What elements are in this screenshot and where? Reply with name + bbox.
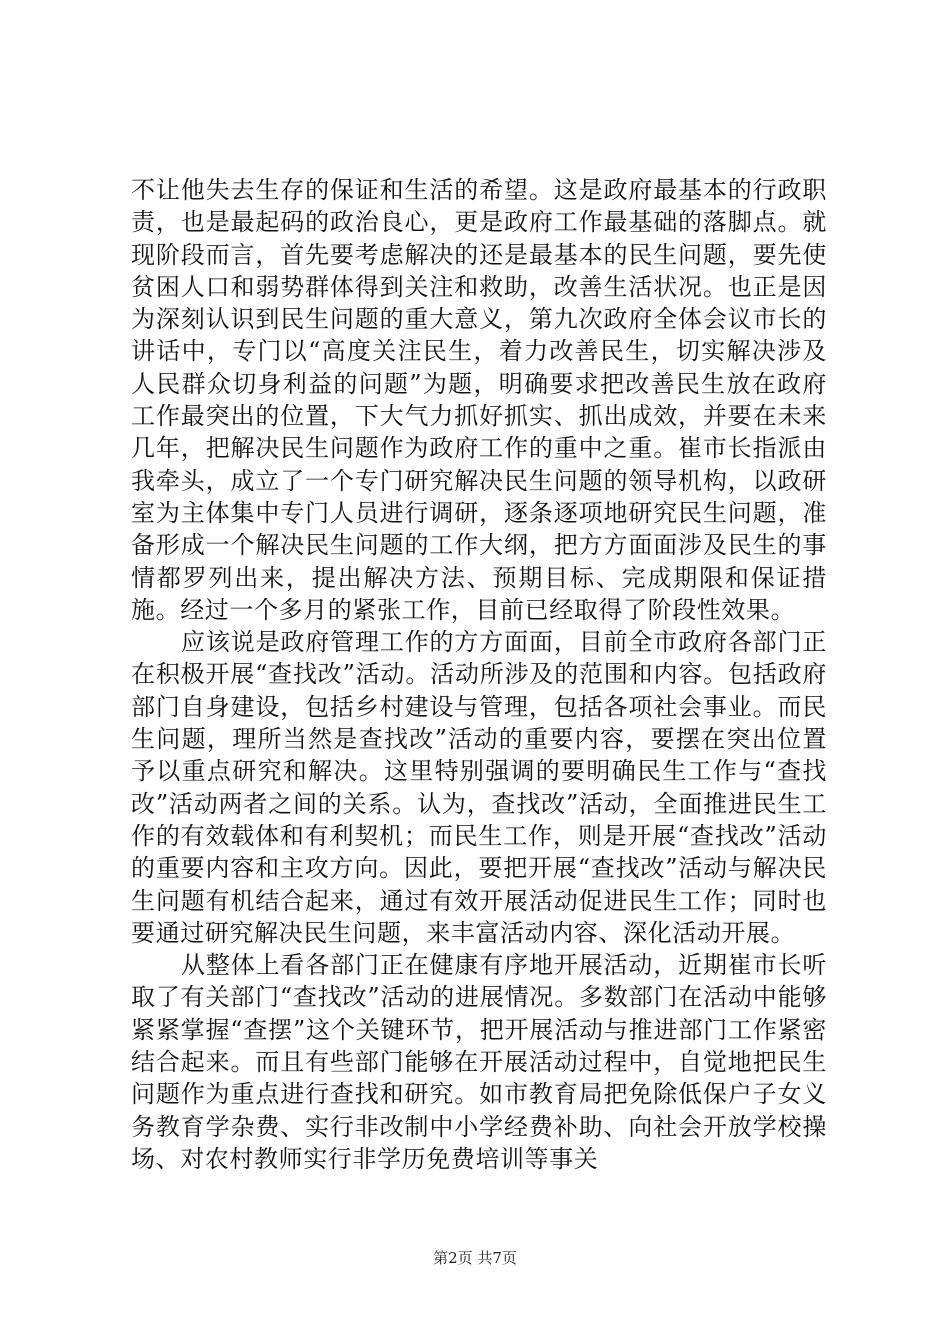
document-body — [131, 174, 827, 1175]
paragraph-activity-scope: 应该说是政府管理工作的方方面面，目前全市政府各部门正在积极开展“查找改”活动。活动所涉及的范围和内容。包括政府部门自身建设，包括乡村建设与管理，包括各项社会事业。而民生问题，理所当然是查找改”活动的重要内容，要摆在突出位置予以重点研究和解决。这里特别强调的要明确民生工作与“查找改”活动两者之间的关系。认为，查找改”活动，全面推进民生工作的有效载体和有利契机；而民生工作，则是开展“查找改”活动的重要内容和主攻方向。因此，要把开展“查找改”活动与解决民生问题有机结合起来，通过有效开展活动促进民生工作；同时也要通过研究解决民生问题，来丰富活动内容、深化活动开展。 — [131, 628, 827, 947]
paragraph-department-progress: 从整体上看各部门正在健康有序地开展活动，近期崔市长听取了有关部门“查找改”活动的进展情况。多数部门在活动中能够紧紧掌握“查摆”这个关键环节，把开展活动与推进部门工作紧密结合起来。而且有些部门能够在开展活动过程中，自觉地把民生问题作为重点进行查找和研究。如市教育局把免除低保户子女义务教育学杂费、实行非改制中小学经费补助、向社会开放学校操场、对农村教师实行非学历免费培训等事关 — [131, 951, 827, 1173]
page-number-footer: 第2页 共7页 — [433, 1249, 517, 1267]
paragraph-continuation: 不让他失去生存的保证和生活的希望。这是政府最基本的行政职责，也是最起码的政治良心，更是政府工作最基础的落脚点。就现阶段而言，首先要考虑解决的还是最基本的民生问题，要先使贫困人口和弱势群体得到关注和救助，改善生活状况。也正是因为深刻认识到民生问题的重大意义，第九次政府全体会议市长的讲话中，专门以“高度关注民生，着力改善民生，切实解决涉及人民群众切身利益的问题”为题，明确要求把改善民生放在政府工作最突出的位置，下大气力抓好抓实、抓出成效，并要在未来几年，把解决民生问题作为政府工作的重中之重。崔市长指派由我牵头，成立了一个专门研究解决民生问题的领导机构，以政研室为主体集中专门人员进行调研，逐条逐项地研究民生问题，准备形成一个解决民生问题的工作大纲，把方方面面涉及民生的事情都罗列出来，提出解决方法、预期目标、完成期限和保证措施。经过一个多月的紧张工作，目前已经取得了阶段性效果。 — [131, 176, 827, 624]
